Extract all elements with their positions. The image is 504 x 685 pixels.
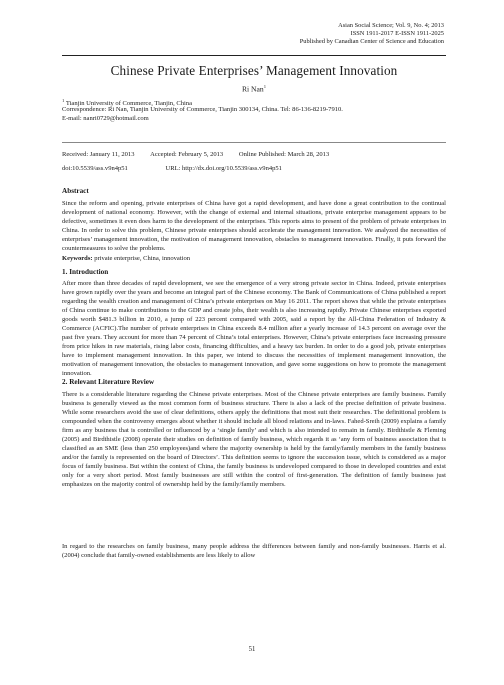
literature-review-paragraph-1: There is a considerable literature regarding the Chinese private enterprises. Most of the Chinese private enterprises are family business. Family business is generally viewed as the most common form of business structure. There is also a lack of the precise definition of private business. While some researchers avoid the use of clear definitions, others apply the definitions that most suit their researches. The definitional problem is compounded when the controversy emerges about whether it should include all blood relations and in-laws. Fahed-Sreih (2009) explains a family firm as any business that is controlled or influenced by a ‘single family’ and which is also intended to remain in family. Birdthistle & Fleming (2005) and Birdthistle (2008) operate their studies on definition of family business, which regards it as ‘any form of business association that is classified as an SME (less than 250 employees)and where the majority ownership is held by the family/family members in the family business and/or the family is represented on the board of Directors’. This definition seems to ignore the succession issue, which is considered as a major focus of family business. But within the context of China, the family business is undeveloped compared to those in developed countries and exist only for a very short period. Most family businesses are still within the control of first-generation. The definition of family business just emphasizes on the majority control of ownership held by the family/family members. [62,391,446,488]
accepted-date: Accepted: February 5, 2013 [150,151,224,158]
publication-dates [62,151,446,160]
received-date: Received: January 11, 2013 [62,151,135,158]
author-name: Ri Nan [241,84,264,94]
introduction-heading: 1. Introduction [62,268,109,276]
publisher-line: Published by Canadian Center of Science and Education [299,38,444,45]
correspondence [62,106,446,124]
article-title: Chinese Private Enterprises’ Management Innovation [110,63,398,78]
affiliation-text: Tianjin University of Commerce, Tianjin, China [65,100,192,108]
page-number: 51 [248,646,256,653]
published-date: Online Published: March 28, 2013 [238,151,330,158]
keywords-line [62,255,190,262]
author-superscript: 1 [263,84,267,89]
correspondence-text: Correspondence: Ri Nan, Tianjin University of Commerce, Tianjin 300134, China. Tel: 86-136-8219-7910. [62,106,343,113]
literature-review-paragraph-2: In regard to the researches on family business, many people address the differences between family and non-family businesses. Harris et al. (2004) conclude that family-owned establishments are less likely to allow [62,543,446,559]
author-line [62,84,446,94]
keywords-text: private enterprise, China, innovation [94,255,191,262]
keywords-label: Keywords: [62,255,93,262]
metadata-divider [62,142,446,143]
abstract-heading: Abstract [62,187,89,195]
email-text[interactable]: E-mail: nanri0729@hotmail.com [62,114,149,122]
header-divider [62,55,446,56]
doi-text[interactable]: doi:10.5539/ass.v9n4p51 [62,165,128,172]
issn-line: ISSN 1911-2017 E-ISSN 1911-2025 [350,30,444,37]
affiliation-superscript: 1 [62,98,65,103]
introduction-text: After more than three decades of rapid development, we see the emergence of a very strong private sector in China. Indeed, private enterprises have grown rapidly over the years and become an integral part of the Chinese economy. The Bank of Communications of China published a report regarding the wealth creation and management of China’s private enterprises on May 16 2011. The report shows that while the private enterprises of China continue to make contributions to the GDP and create jobs, their wealth is also increasing rapidly. Private Chinese enterprises exported goods worth $481.3 billion in 2010, a jump of 223 percent compared with 2005, said a report by the All-China Federation of Industry & Commerce (ACFIC).The number of private enterprises in China exceeds 8.4 million after a yearly increase of 14.3 percent on average over the past five years. They account for more than 74 percent of China’s total enterprises. However, China’s private enterprises face increasing pressure from price hikes in raw materials, rising labor costs, financing difficulties, and a heavy tax burden. In order to do a good job, private enterprises have to implement management innovation. In this paper, we intend to discuss the necessities of implement management innovation, the motivation of management innovation, the obstacles to management innovation, and gave some suggestions on how to promote the management innovation. [62,280,446,377]
doi-line [62,165,446,174]
url-text[interactable]: URL: http://dx.doi.org/10.5539/ass.v9n4p51 [165,165,282,172]
literature-review-heading: 2. Relevant Literature Review [62,378,155,386]
journal-header [300,22,444,46]
abstract-text: Since the reform and opening, private enterprises of China have got a rapid development, and have done a great contribution to the continual development of national economy. However, with the change of external and internal situations, private enterprise management appears to be defective, sometimes it even does harm to the development of the enterprises. This reports aims to present of the problem of private enterprises in China. In order to solve this problem, Chinese private enterprises should accelerate the management innovation. We analyzed the necessities of enterprises’ management innovation, the motivation of management innovation, obstacles to management innovation. Finally, it puts forward the countermeasures to solve the problems. [62,200,446,252]
journal-line: Asian Social Science; Vol. 9, No. 4; 2013 [338,22,444,29]
